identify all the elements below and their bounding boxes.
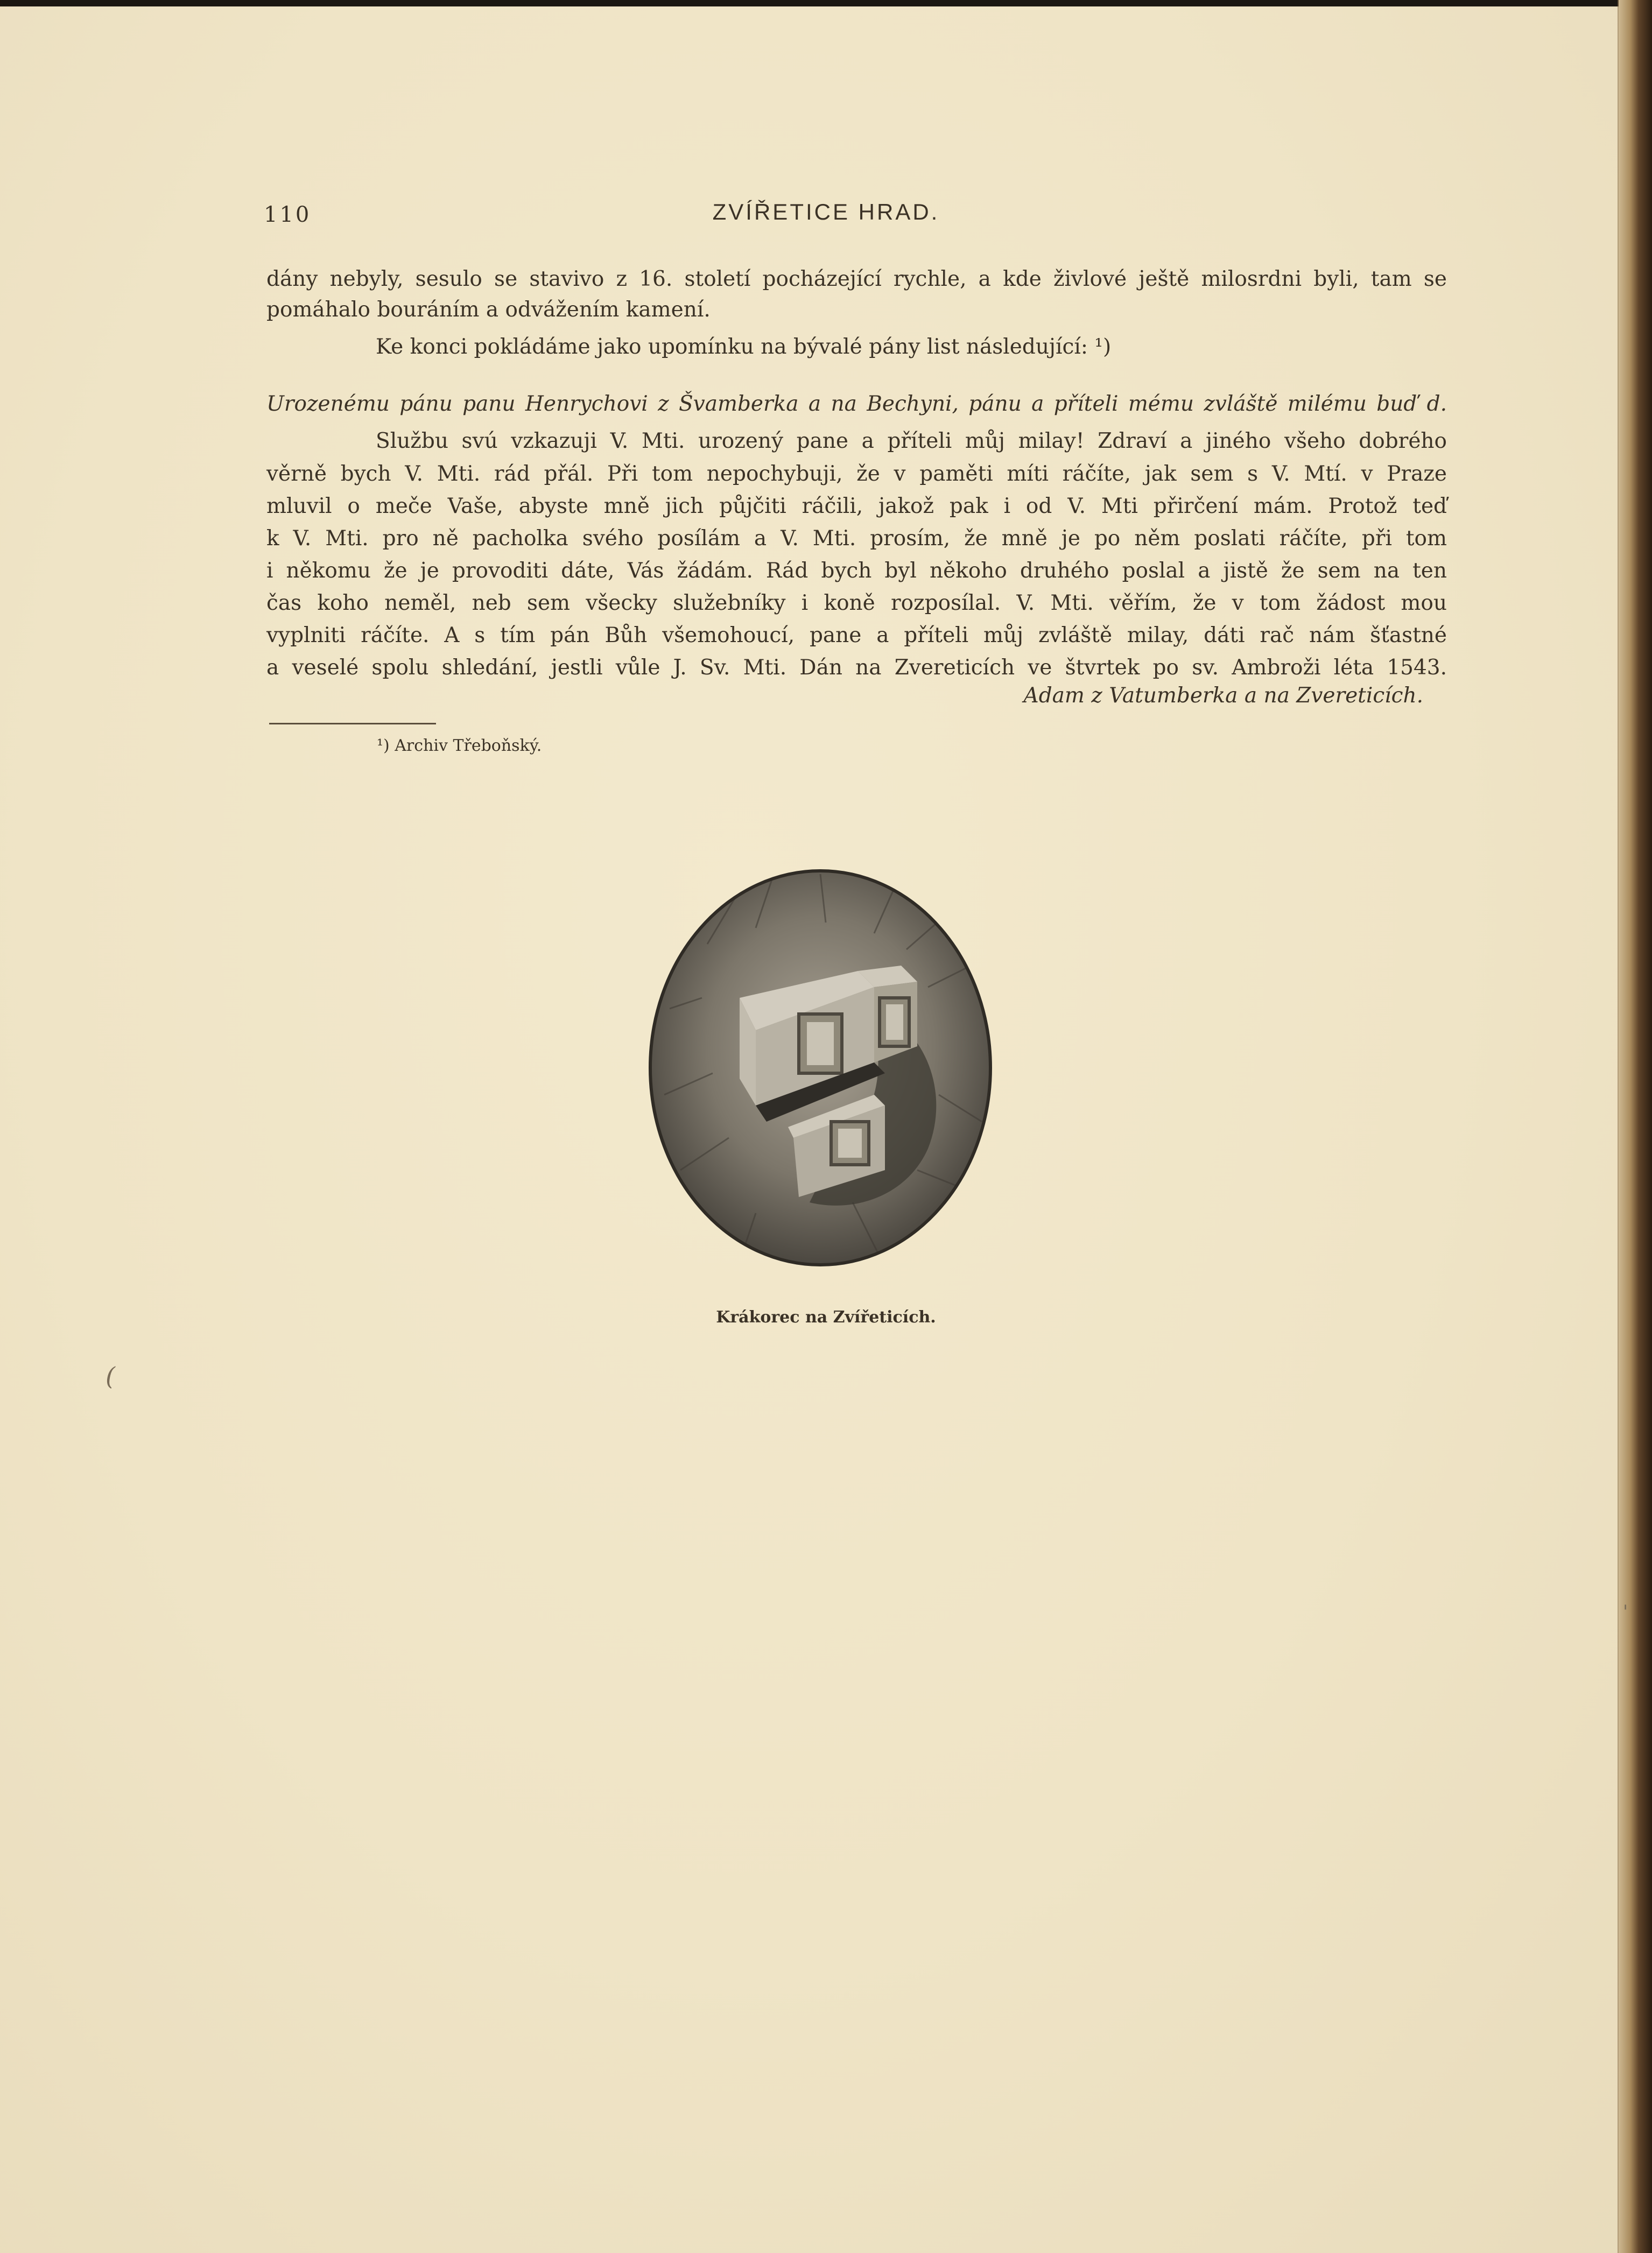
footnote: ¹) Archiv Třeboňský.	[377, 736, 542, 755]
paragraph-line: dány nebyly, sesulo se stavivo z 16. století pocházející rychle, a kde živlové ještě milosrdni byli, tam se	[266, 267, 1447, 291]
paragraph-line: pomáhalo bouráním a odvážením kamení.	[266, 298, 711, 322]
footnote-rule	[269, 723, 436, 724]
margin-mark-left: (	[106, 1362, 115, 1391]
letter-line: k V. Mti. pro ně pacholka svého posílám a V. Mti. prosím, že mně je po něm poslati ráčíte, při tom	[266, 526, 1447, 551]
intro-line: Ke konci pokládáme jako upomínku na bývalé pány list následující: ¹)	[376, 335, 1112, 359]
page-top-edge	[0, 0, 1652, 6]
margin-mark-right: '	[1623, 1601, 1628, 1623]
letter-line: věrně bych V. Mti. rád přál. Při tom nepochybuji, že v paměti míti ráčíte, jak sem s V. Mtí. v Praze	[266, 462, 1447, 486]
letter-line: a veselé spolu shledání, jestli vůle J. Sv. Mti. Dán na Zvereticích ve štvrtek po sv. Ambroži léta 1543.	[266, 656, 1447, 680]
illustration-caption: Krákorec na Zvířeticích.	[716, 1308, 936, 1327]
signature: Adam z Vatumberka a na Zvereticích.	[1023, 684, 1423, 708]
book-spine	[1619, 0, 1652, 2253]
letter-line: i někomu že je provoditi dáte, Vás žádám. Rád bych byl někoho druhého poslal a jistě že sem na ten	[266, 559, 1447, 583]
page-number: 110	[264, 202, 312, 227]
running-title: ZVÍŘETICE HRAD.	[712, 199, 940, 224]
letter-line: mluvil o meče Vaše, abyste mně jich půjčiti ráčili, jakož pak i od V. Mti přirčení mám. Protož teď	[266, 494, 1447, 518]
letter-line: vyplniti ráčíte. A s tím pán Bůh všemohoucí, pane a příteli můj zvláště milay, dáti rač nám šťastné	[266, 623, 1447, 647]
corbel-illustration	[648, 869, 993, 1267]
letter-address: Urozenému pánu panu Henrychovi z Švamberka a na Bechyni, pánu a příteli mému zvláště milému buď d.	[266, 392, 1447, 416]
letter-line: Službu svú vzkazuji V. Mti. urozený pane a příteli můj milay! Zdraví a jiného všeho dobrého	[376, 429, 1447, 453]
letter-line: čas koho neměl, neb sem všecky služebníky i koně rozposílal. V. Mti. věřím, že v tom žádost mou	[266, 591, 1447, 615]
